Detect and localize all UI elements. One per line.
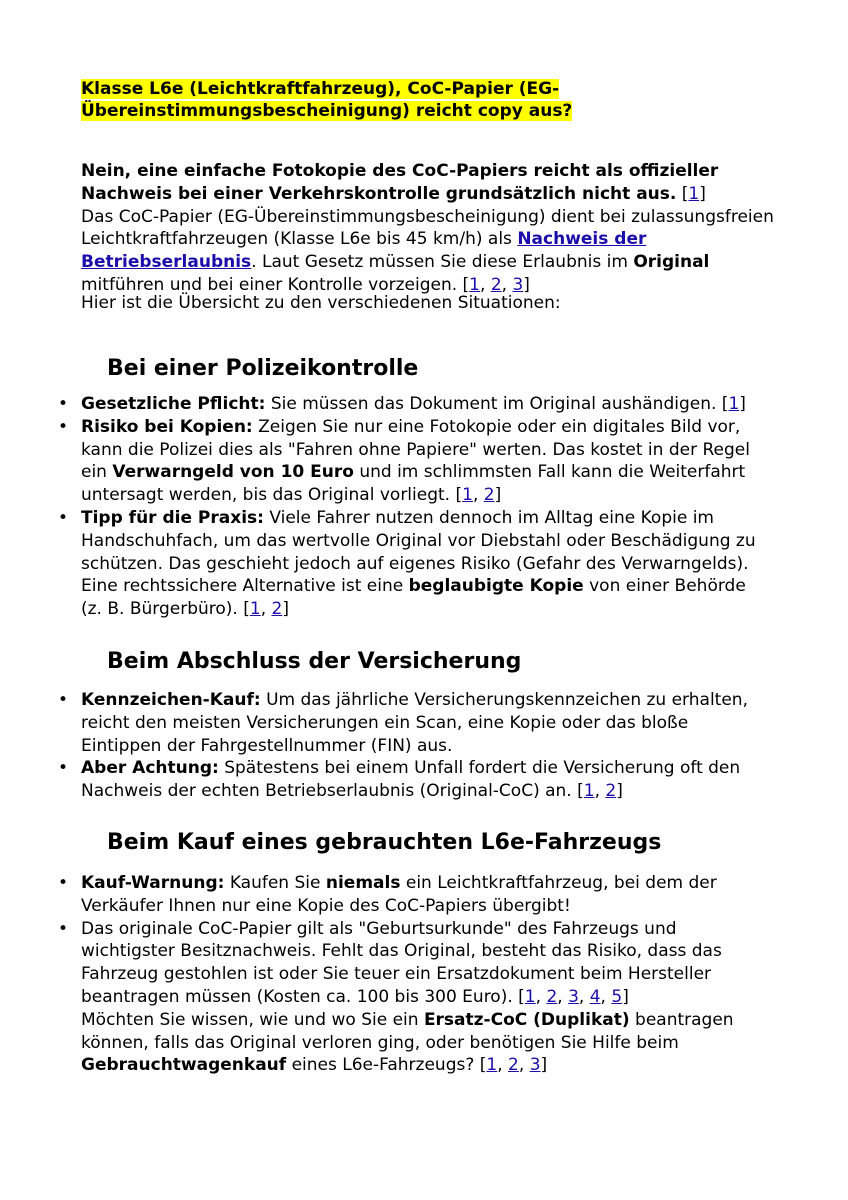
citation-link[interactable]: 1 bbox=[583, 781, 595, 802]
follow-up-question: Möchten Sie wissen, wie und wo Sie ein Ersatz-CoC (Duplikat) beantragen können, falls das Original verloren ging, oder benötigen Sie Hilfe beim Gebrauchtwagenkauf eines L6e-Fahrzeugs? bbox=[81, 1009, 734, 1076]
citation-link[interactable]: 1 bbox=[249, 599, 261, 620]
polizeikontrolle-list bbox=[81, 393, 771, 621]
list-item: • Gesetzliche Pflicht: Sie müssen das Dokument im Original aushändigen. [1] bbox=[81, 393, 771, 416]
citation-link[interactable]: 3 bbox=[529, 1055, 541, 1076]
list-item: • Kennzeichen-Kauf: Um das jährliche Versicherungskennzeichen zu erhalten, reicht den meisten Versicherungen ein Scan, eine Kopie oder das bloße Eintippen der Fahrgestellnummer (FIN) aus. bbox=[81, 689, 771, 757]
citation-link[interactable]: 1 bbox=[728, 394, 740, 414]
citation-link[interactable]: 1 bbox=[462, 485, 473, 506]
list-item: • Tipp für die Praxis: Viele Fahrer nutzen dennoch im Alltag eine Kopie im Handschuhfach, um das wertvolle Original vor Diebstahl oder Beschädigung zu schützen. Das geschieht jedoch auf eigenes Risiko (Gefahr des Verwarngelds). Eine rechtssichere Alternative ist eine beglaubigte Kopie von einer Behörde (z. B. Bürgerbüro). [1, 2] bbox=[81, 507, 771, 621]
citation-link[interactable]: 2 bbox=[605, 781, 617, 802]
section-heading-polizeikontrolle: Bei einer Polizeikontrolle bbox=[107, 356, 419, 381]
citation-link[interactable]: 3 bbox=[568, 986, 579, 1007]
versicherung-list bbox=[81, 689, 771, 803]
gebrauchtkauf-list bbox=[81, 872, 771, 1077]
citation-link[interactable]: 1 bbox=[469, 274, 480, 295]
question-title: Klasse L6e (Leichtkraftfahrzeug), CoC-Papier (EG-Übereinstimmungsbescheinigung) reicht copy aus? bbox=[81, 79, 573, 121]
citation-link[interactable]: 2 bbox=[546, 986, 558, 1007]
citation-link[interactable]: 1 bbox=[688, 183, 700, 204]
section-heading-gebrauchtkauf: Beim Kauf eines gebrauchten L6e-Fahrzeugs bbox=[107, 830, 662, 855]
list-item: • Kauf-Warnung: Kaufen Sie niemals ein Leichtkraftfahrzeug, bei dem der Verkäufer Ihnen nur eine Kopie des CoC-Papiers übergibt! bbox=[81, 872, 771, 918]
citation-link[interactable]: 1 bbox=[486, 1055, 498, 1076]
overview-text: Hier ist die Übersicht zu den verschiedenen Situationen: bbox=[81, 293, 561, 313]
citation-link[interactable]: 1 bbox=[524, 986, 536, 1007]
list-item: • Das originale CoC-Papier gilt als "Geburtsurkunde" des Fahrzeugs und wichtigster Besitznachweis. Fehlt das Original, besteht das Risiko, dass das Fahrzeug gestohlen ist oder Sie teuer ein Ersatzdokument beim Hersteller beantragen müssen (Kosten ca. 100 bis 300 Euro). [1, 2, 3, 4, 5] Möchten Sie wissen, wie und wo Sie ein Ersatz-CoC (Duplikat) beantragen können, falls das Original verloren ging, oder benötigen Sie Hilfe beim Gebrauchtwagenkauf eines L6e-Fahrzeugs? [1, 2, 3] bbox=[81, 918, 771, 1078]
citation-link[interactable]: 3 bbox=[512, 274, 524, 295]
nachweis-betriebserlaubnis-link[interactable]: Nachweis der Betriebserlaubnis bbox=[81, 229, 647, 273]
citation-link[interactable]: 2 bbox=[483, 485, 495, 506]
citation-link[interactable]: 2 bbox=[271, 599, 283, 620]
citation-link[interactable]: 2 bbox=[490, 274, 502, 295]
list-item: • Aber Achtung: Spätestens bei einem Unfall fordert die Versicherung oft den Nachweis der echten Betriebserlaubnis (Original-CoC) an. [1, 2] bbox=[81, 757, 771, 803]
list-item: • Risiko bei Kopien: Zeigen Sie nur eine Fotokopie oder ein digitales Bild vor, kann die Polizei dies als "Fahren ohne Papiere" werten. Das kostet in der Regel ein Verwarngeld von 10 Euro und im schlimmsten Fall kann die Weiterfahrt untersagt werden, bis das Original vorliegt. [1, 2] bbox=[81, 416, 771, 507]
section-heading-versicherung: Beim Abschluss der Versicherung bbox=[107, 649, 522, 674]
citation-link[interactable]: 2 bbox=[508, 1055, 519, 1076]
answer-lead: Nein, eine einfache Fotokopie des CoC-Papiers reicht als offizieller Nachweis bei einer Verkehrskontrolle grundsätzlich nicht aus. bbox=[81, 161, 719, 204]
intro-paragraph: Nein, eine einfache Fotokopie des CoC-Papiers reicht als offizieller Nachweis bei einer Verkehrskontrolle grundsätzlich nicht aus. [1] Das CoC-Papier (EG-Übereinstimmungsbescheinigung) dient bei zulassungsfreien Leichtkraftfahrzeugen (Klasse L6e bis 45 km/h) als Nachweis der Betriebserlaubnis. Laut Gesetz müssen Sie diese Erlaubnis im Original mitführen und bei einer Kontrolle vorzeigen. [1, 2, 3] bbox=[81, 161, 774, 295]
citation-link[interactable]: 4 bbox=[589, 986, 601, 1007]
citation-link[interactable]: 5 bbox=[611, 986, 623, 1007]
